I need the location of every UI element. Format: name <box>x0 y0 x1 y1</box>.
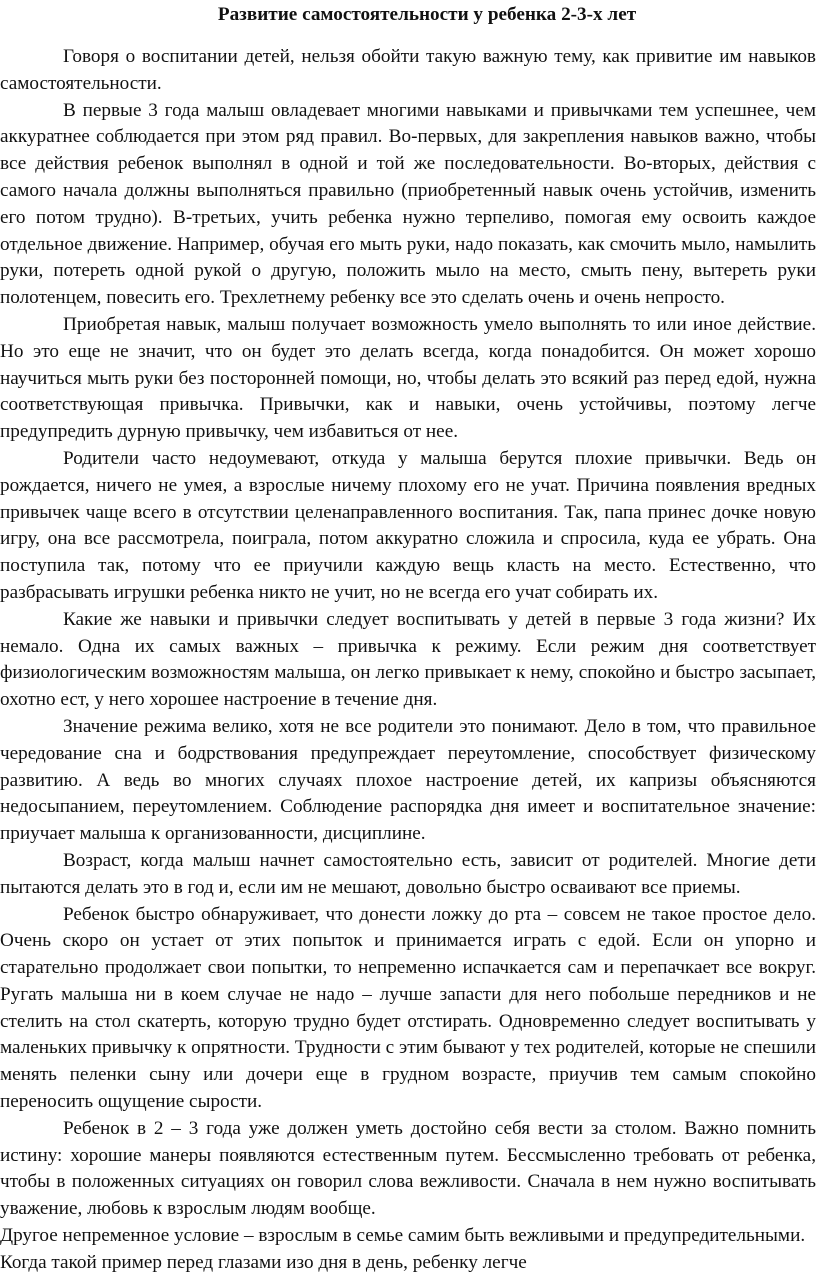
paragraph-4: Родители часто недоумевают, откуда у малыша берутся плохие привычки. Ведь он рождается, ничего не умея, а взрослые ничему плохому его не учат. Причина появления вредных привычек чаще всего в отсутствии целенаправленного воспитания. Так, папа принес дочке новую игру, она все рассмотрела, поиграла, потом аккуратно сложила и спросила, куда ее убрать. Она поступила так, потому что ее приучили каждую вещь класть на место. Естественно, что разбрасывать игрушки ребенка никто не учит, но не всегда его учат собирать их. <box>0 447 816 603</box>
paragraph-9: Ребенок в 2 – 3 года уже должен уметь достойно себя вести за столом. Важно помнить истину: хорошие манеры появляются естественным путем. Бессмысленно требовать от ребенка, чтобы в положенных ситуациях он говорил слова вежливости. Сначала в нем нужно воспитывать уважение, любовь к взрослым людям вообще. <box>0 1117 816 1220</box>
paragraph-3: Приобретая навык, малыш получает возможность умело выполнять то или иное действие. Но это еще не значит, что он будет это делать всегда, когда понадобится. Он может хорошо научиться мыть руки без посторонней помощи, но, чтобы делать это всякий раз перед едой, нужна соответствующая привычка. Привычки, как и навыки, очень устойчивы, поэтому легче предупредить дурную привычку, чем избавиться от нее. <box>0 313 816 443</box>
paragraph-5: Какие же навыки и привычки следует воспитывать у детей в первые 3 года жизни? Их немало. Одна их самых важных – привычка к режиму. Если режим дня соответствует физиологическим возможностям малыша, он легко привыкает к нему, спокойно и быстро засыпает, охотно ест, у него хорошее настроение в течение дня. <box>0 608 816 711</box>
document-title: Развитие самостоятельности у ребенка 2-3-х лет <box>217 4 637 25</box>
paragraph-2: В первые 3 года малыш овладевает многими навыками и привычками тем успешнее, чем аккуратнее соблюдается при этом ряд правил. Во-первых, для закрепления навыков важно, чтобы все действия ребенок выполнял в одной и той же последовательности. Во-вторых, действия с самого начала должны выполняться правильно (приобретенный навык очень устойчив, изменить его потом трудно). В-третьих, учить ребенка нужно терпеливо, помогая ему освоить каждое отдельное движение. Например, обучая его мыть руки, надо показать, как смочить мыло, намылить руки, потереть одной рукой о другую, положить мыло на место, смыть пену, вытереть руки полотенцем, повесить его. Трехлетнему ребенку все это сделать очень и очень непросто. <box>0 99 816 309</box>
paragraph-8: Ребенок быстро обнаруживает, что донести ложку до рта – совсем не такое простое дело. Очень скоро он устает от этих попыток и принимается играть с едой. Если он упорно и старательно продолжает свои попытки, то непременно испачкается сам и перепачкает все вокруг. Ругать малыша ни в коем случае не надо – лучше запасти для него побольше передников и не стелить на стол скатерть, которую трудно будет отстирать. Одновременно следует воспитывать у маленьких привычку к опрятности. Трудности с этим бывают у тех родителей, которые не спешили менять пеленки сыну или дочери еще в грудном возрасте, приучив тем самым спокойно переносить ощущение сырости. <box>0 903 816 1113</box>
paragraph-6: Значение режима велико, хотя не все родители это понимают. Дело в том, что правильное чередование сна и бодрствования предупреждает переутомление, способствует физическому развитию. А ведь во многих случаях плохое настроение детей, их капризы объясняются недосыпанием, переутомлением. Соблюдение распорядка дня имеет и воспитательное значение: приучает малыша к организованности, дисциплине. <box>0 715 816 845</box>
paragraph-10: Другое непременное условие – взрослым в семье самим быть вежливыми и предупредительными. Когда такой пример перед глазами изо дня в день, ребенку легче <box>0 1225 806 1273</box>
paragraph-7: Возраст, когда малыш начнет самостоятельно есть, зависит от родителей. Многие дети пытаются делать это в год и, если им не мешают, довольно быстро осваивают все приемы. <box>0 849 816 898</box>
paragraph-1: Говоря о воспитании детей, нельзя обойти такую важную тему, как привитие им навыков самостоятельности. <box>0 46 816 94</box>
